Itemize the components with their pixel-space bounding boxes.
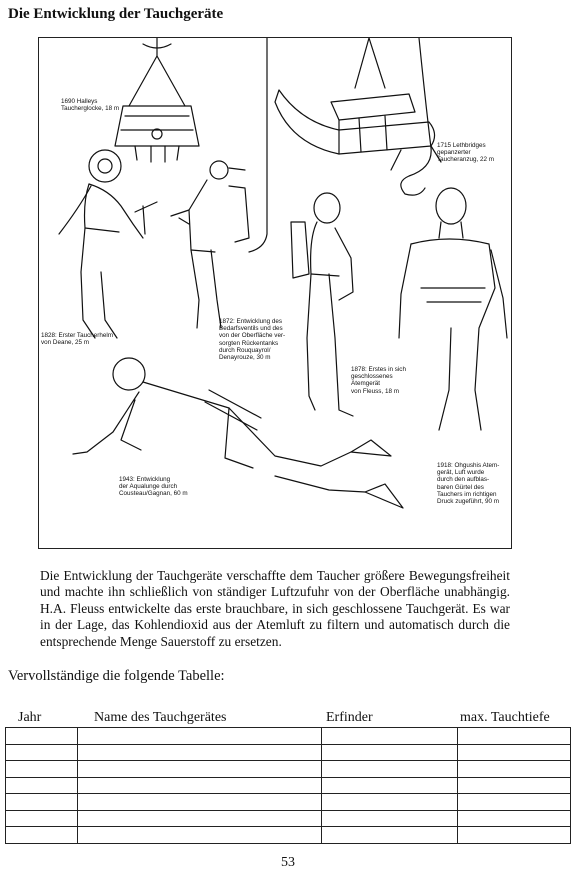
answer-table [5,727,571,844]
table-row [6,744,571,761]
year-cell[interactable] [6,761,78,778]
name-cell[interactable] [78,761,322,778]
caption-cousteau: 1943: Entwicklung der Aqualunge durch Cousteau/Gagnan, 60 m [119,476,188,498]
header-max-depth: max. Tauchtiefe [460,710,550,725]
diving-bell-drawing [115,38,199,162]
task-instruction: Vervollständige die folgende Tabelle: [8,668,225,684]
table-row [6,810,571,827]
caption-rouquayrol: 1872: Entwicklung des Bedarfsventils und des von der Oberfläche ver- sorgten Rückentanks durch Rouquayrol/ Denayrouze, 30 m [219,318,286,362]
year-cell[interactable] [6,827,78,844]
table-row [6,728,571,745]
table-row [6,761,571,778]
name-cell[interactable] [78,777,322,794]
inventor-cell[interactable] [322,761,458,778]
depth-cell[interactable] [458,728,571,745]
page-number: 53 [281,855,295,870]
name-cell[interactable] [78,744,322,761]
armored-suit-drawing [275,38,441,195]
inventor-cell[interactable] [322,728,458,745]
header-jahr: Jahr [18,710,42,725]
name-cell[interactable] [78,827,322,844]
ohgushi-diver-drawing [399,188,507,430]
year-cell[interactable] [6,777,78,794]
depth-cell[interactable] [458,794,571,811]
depth-cell[interactable] [458,827,571,844]
inventor-cell[interactable] [322,810,458,827]
inventor-cell[interactable] [322,827,458,844]
deane-helmet-diver-drawing [59,150,157,338]
year-cell[interactable] [6,744,78,761]
name-cell[interactable] [78,728,322,745]
table-row [6,827,571,844]
inventor-cell[interactable] [322,777,458,794]
diving-history-illustration [38,37,512,549]
table-row [6,794,571,811]
name-cell[interactable] [78,810,322,827]
depth-cell[interactable] [458,810,571,827]
name-cell[interactable] [78,794,322,811]
depth-cell[interactable] [458,761,571,778]
caption-ohgushi: 1918: Ohgushis Atem- gerät, Luft wurde durch den aufblas- baren Gürtel des Tauchers im richtigen Druck zugeführt, 90 m [437,462,500,506]
page-title: Die Entwicklung der Tauchgeräte [8,6,224,22]
depth-cell[interactable] [458,744,571,761]
table-row [6,777,571,794]
year-cell[interactable] [6,728,78,745]
caption-lethbridge: 1715 Lethbridges gepanzerter Taucheranzug, 22 m [437,142,495,164]
caption-fleuss: 1878: Erstes in sich geschlossenes Atemgerät von Fleuss, 18 m [351,366,406,395]
depth-cell[interactable] [458,777,571,794]
caption-halley: 1690 Halleys Taucherglocke, 18 m [61,98,120,113]
inventor-cell[interactable] [322,794,458,811]
caption-deane: 1828: Erster Taucherhelm von Deane, 25 m [41,332,113,347]
header-erfinder: Erfinder [326,710,373,725]
intro-paragraph: Die Entwicklung der Tauchgeräte verschaffte dem Taucher größere Bewegungsfreiheit und machte ihn schließlich von ständiger Luftzufuhr von der Oberfläche unabhängig. H.A. Fleuss entwickelte das erste brauchbare, in sich geschlossene Tauchgerät. Es war in der Lage, das Kohlendioxid aus der Atemluft zu filtern und automatisch durch die entsprechende Menge Sauerstoff zu ersetzen. [40,568,510,649]
inventor-cell[interactable] [322,744,458,761]
year-cell[interactable] [6,810,78,827]
header-name: Name des Tauchgerätes [94,710,227,725]
rouquayrol-diver-drawing [171,38,267,328]
year-cell[interactable] [6,794,78,811]
fleuss-rebreather-drawing [291,193,353,416]
